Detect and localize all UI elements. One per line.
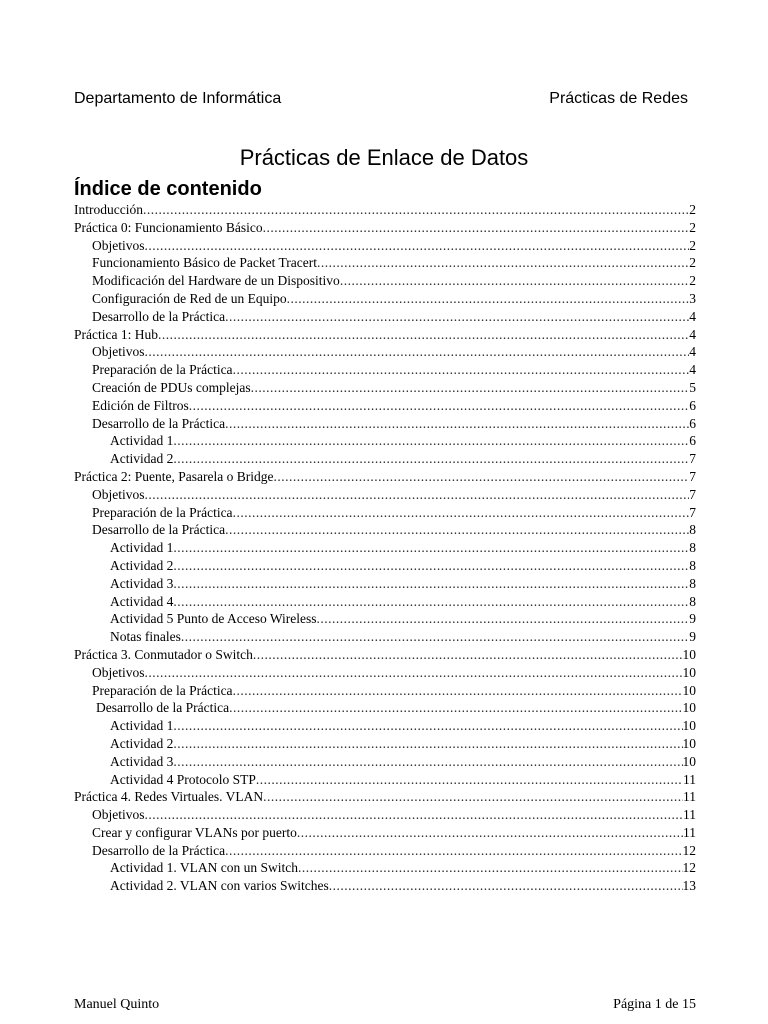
toc-dot-leader: [143, 201, 689, 219]
toc-entry-title: Desarrollo de la Práctica: [92, 308, 226, 324]
toc-dot-leader: [329, 877, 683, 895]
toc-entry-page: 8: [689, 557, 696, 573]
toc-entry[interactable]: [74, 272, 696, 290]
toc-entry-title: Actividad 2: [110, 557, 174, 573]
toc-entry-page: 10: [682, 646, 696, 662]
toc-entry-page: 4: [689, 362, 696, 378]
toc-dot-leader: [253, 646, 683, 664]
toc-entry-title: Práctica 2: Puente, Pasarela o Bridge: [74, 468, 274, 484]
toc-entry-page: 2: [689, 273, 696, 289]
toc-dot-leader: [233, 361, 690, 379]
toc-entry[interactable]: [74, 237, 696, 255]
toc-entry-page: 8: [689, 593, 696, 609]
toc-entry-title: Actividad 3: [110, 753, 174, 769]
toc-dot-leader: [251, 379, 690, 397]
toc-dot-leader: [317, 254, 689, 272]
toc-dot-leader: [225, 415, 689, 433]
toc-dot-leader: [225, 842, 682, 860]
toc-entry-title: Actividad 3: [110, 575, 174, 591]
toc-entry[interactable]: [74, 877, 696, 895]
toc-entry-page: 11: [683, 824, 696, 840]
toc-entry-title: Objetivos: [92, 344, 145, 360]
toc-entry-page: 2: [689, 255, 696, 271]
toc-entry-page: 11: [683, 807, 696, 823]
toc-entry[interactable]: [74, 539, 696, 557]
toc-dot-leader: [273, 468, 689, 486]
toc-entry-title: Desarrollo de la Práctica: [92, 522, 226, 538]
toc-entry-title: Configuración de Red de un Equipo: [92, 290, 287, 306]
toc-entry-title: Desarrollo de la Práctica: [92, 842, 226, 858]
toc-entry[interactable]: [74, 415, 696, 433]
toc-entry-title: Práctica 0: Funcionamiento Básico: [74, 219, 263, 235]
toc-dot-leader: [145, 343, 690, 361]
toc-dot-leader: [173, 717, 682, 735]
toc-entry-page: 2: [689, 219, 696, 235]
toc-entry[interactable]: [74, 806, 696, 824]
toc-entry-title: Actividad 5 Punto de Acceso Wireless: [110, 611, 317, 627]
toc-entry-page: 9: [689, 629, 696, 645]
toc-heading: Índice de contenido: [74, 178, 262, 200]
toc-dot-leader: [173, 432, 689, 450]
toc-entry-title: Edición de Filtros: [92, 397, 189, 413]
toc-dot-leader: [225, 521, 689, 539]
toc-dot-leader: [263, 219, 690, 237]
toc-dot-leader: [263, 788, 683, 806]
toc-entry[interactable]: [74, 450, 696, 468]
toc-dot-leader: [297, 824, 683, 842]
toc-entry-title: Actividad 2. VLAN con varios Switches: [110, 878, 329, 894]
toc-entry-title: Preparación de la Práctica: [92, 504, 233, 520]
toc-entry-page: 12: [682, 842, 696, 858]
toc-entry[interactable]: [74, 575, 696, 593]
toc-entry[interactable]: [74, 682, 696, 700]
toc-entry[interactable]: [74, 717, 696, 735]
toc-entry[interactable]: [74, 824, 696, 842]
toc-entry[interactable]: [74, 379, 696, 397]
toc-entry-title: Preparación de la Práctica: [92, 362, 233, 378]
toc-dot-leader: [173, 593, 689, 611]
toc-dot-leader: [173, 753, 682, 771]
toc-entry-page: 10: [682, 700, 696, 716]
toc-entry-page: 9: [689, 611, 696, 627]
toc-entry-page: 8: [689, 522, 696, 538]
toc-dot-leader: [233, 682, 683, 700]
toc-entry-page: 4: [689, 326, 696, 342]
toc-entry-title: Desarrollo de la Práctica: [92, 415, 226, 431]
toc-entry-title: Objetivos: [92, 664, 145, 680]
toc-dot-leader: [340, 272, 689, 290]
toc-dot-leader: [173, 575, 689, 593]
toc-entry-title: Objetivos: [92, 237, 145, 253]
toc-dot-leader: [233, 504, 690, 522]
toc-entry-page: 4: [689, 344, 696, 360]
toc-entry[interactable]: [74, 664, 696, 682]
toc-entry-title: Creación de PDUs complejas: [92, 379, 251, 395]
toc-entry-title: Objetivos: [92, 486, 145, 502]
table-of-contents: [74, 201, 696, 895]
toc-entry-page: 10: [682, 735, 696, 751]
toc-entry-page: 7: [689, 468, 696, 484]
toc-entry-title: Actividad 4 Protocolo STP: [110, 771, 256, 787]
header-department: Departamento de Informática: [74, 90, 282, 107]
toc-entry[interactable]: [74, 842, 696, 860]
header-course: Prácticas de Redes: [549, 90, 688, 107]
footer-page-number: Página 1 de 15: [613, 997, 696, 1012]
toc-entry[interactable]: [74, 859, 696, 877]
toc-dot-leader: [173, 735, 682, 753]
toc-entry-page: 3: [689, 290, 696, 306]
toc-dot-leader: [145, 237, 690, 255]
toc-dot-leader: [145, 806, 684, 824]
toc-entry[interactable]: [74, 308, 696, 326]
toc-entry-title: Práctica 3. Conmutador o Switch: [74, 646, 253, 662]
toc-entry-title: Actividad 1. VLAN con un Switch: [110, 860, 298, 876]
toc-entry[interactable]: [74, 361, 696, 379]
toc-entry[interactable]: [74, 628, 696, 646]
toc-entry-title: Actividad 1: [110, 433, 174, 449]
toc-entry-page: 8: [689, 575, 696, 591]
toc-entry-title: Modificación del Hardware de un Dispositivo: [92, 273, 340, 289]
toc-entry-page: 11: [683, 771, 696, 787]
toc-dot-leader: [158, 326, 689, 344]
toc-dot-leader: [225, 308, 689, 326]
toc-entry-page: 10: [682, 718, 696, 734]
toc-entry-title: Actividad 1: [110, 718, 174, 734]
toc-entry-title: Actividad 2: [110, 451, 174, 467]
toc-entry[interactable]: [74, 219, 696, 237]
toc-entry-title: Preparación de la Práctica: [92, 682, 233, 698]
page-footer: [74, 995, 696, 1015]
toc-entry-title: Actividad 1: [110, 540, 174, 556]
toc-dot-leader: [181, 628, 689, 646]
toc-entry[interactable]: [74, 788, 696, 806]
toc-entry[interactable]: [74, 326, 696, 344]
toc-entry-page: 10: [682, 664, 696, 680]
toc-dot-leader: [145, 664, 683, 682]
toc-entry-page: 2: [689, 202, 696, 217]
toc-entry[interactable]: [74, 201, 696, 219]
toc-entry-page: 6: [689, 415, 696, 431]
toc-entry-title: Actividad 2: [110, 735, 174, 751]
toc-entry-page: 10: [682, 753, 696, 769]
toc-entry-title: Notas finales: [110, 629, 181, 645]
toc-entry-page: 13: [682, 878, 696, 894]
toc-entry-page: 6: [689, 433, 696, 449]
toc-entry[interactable]: [74, 699, 696, 717]
toc-dot-leader: [173, 450, 689, 468]
document-title: Prácticas de Enlace de Datos: [239, 145, 529, 170]
toc-dot-leader: [173, 539, 689, 557]
toc-entry[interactable]: [74, 504, 696, 522]
toc-entry[interactable]: [74, 486, 696, 504]
toc-entry-page: 6: [689, 397, 696, 413]
toc-entry[interactable]: [74, 397, 696, 415]
toc-entry-title: Crear y configurar VLANs por puerto: [92, 824, 297, 840]
toc-entry-page: 12: [682, 860, 696, 876]
toc-entry-page: 10: [682, 682, 696, 698]
toc-entry[interactable]: [74, 290, 696, 308]
toc-entry[interactable]: [74, 753, 696, 771]
toc-entry-page: 8: [689, 540, 696, 556]
toc-dot-leader: [287, 290, 690, 308]
toc-entry[interactable]: [74, 735, 696, 753]
toc-entry[interactable]: [74, 343, 696, 361]
toc-entry-page: 7: [689, 504, 696, 520]
toc-dot-leader: [256, 771, 683, 789]
toc-entry-title: Desarrollo de la Práctica: [96, 700, 230, 716]
toc-entry-title: Práctica 4. Redes Virtuales. VLAN: [74, 789, 264, 805]
toc-entry-title: Práctica 1: Hub: [74, 326, 158, 342]
toc-entry-page: 11: [683, 789, 696, 805]
toc-dot-leader: [189, 397, 690, 415]
toc-entry-title: Actividad 4: [110, 593, 174, 609]
toc-entry-title: Funcionamiento Básico de Packet Tracert: [92, 255, 317, 271]
toc-entry[interactable]: [74, 557, 696, 575]
toc-entry[interactable]: [74, 646, 696, 664]
toc-entry-page: 2: [689, 237, 696, 253]
toc-dot-leader: [317, 610, 690, 628]
page-header: [74, 88, 688, 110]
toc-dot-leader: [173, 557, 689, 575]
toc-entry-page: 7: [689, 451, 696, 467]
toc-entry-page: 7: [689, 486, 696, 502]
toc-dot-leader: [229, 699, 682, 717]
toc-entry-title: Introducción: [74, 202, 143, 217]
toc-entry[interactable]: [74, 521, 696, 539]
toc-entry-title: Objetivos: [92, 807, 145, 823]
toc-entry[interactable]: [74, 771, 696, 789]
toc-dot-leader: [145, 486, 690, 504]
toc-entry[interactable]: [74, 254, 696, 272]
toc-entry[interactable]: [74, 610, 696, 628]
toc-entry-page: 5: [689, 379, 696, 395]
footer-author: Manuel Quinto: [74, 997, 160, 1012]
toc-entry[interactable]: [74, 432, 696, 450]
toc-dot-leader: [298, 859, 683, 877]
toc-entry-page: 4: [689, 308, 696, 324]
toc-entry[interactable]: [74, 593, 696, 611]
toc-entry[interactable]: [74, 468, 696, 486]
